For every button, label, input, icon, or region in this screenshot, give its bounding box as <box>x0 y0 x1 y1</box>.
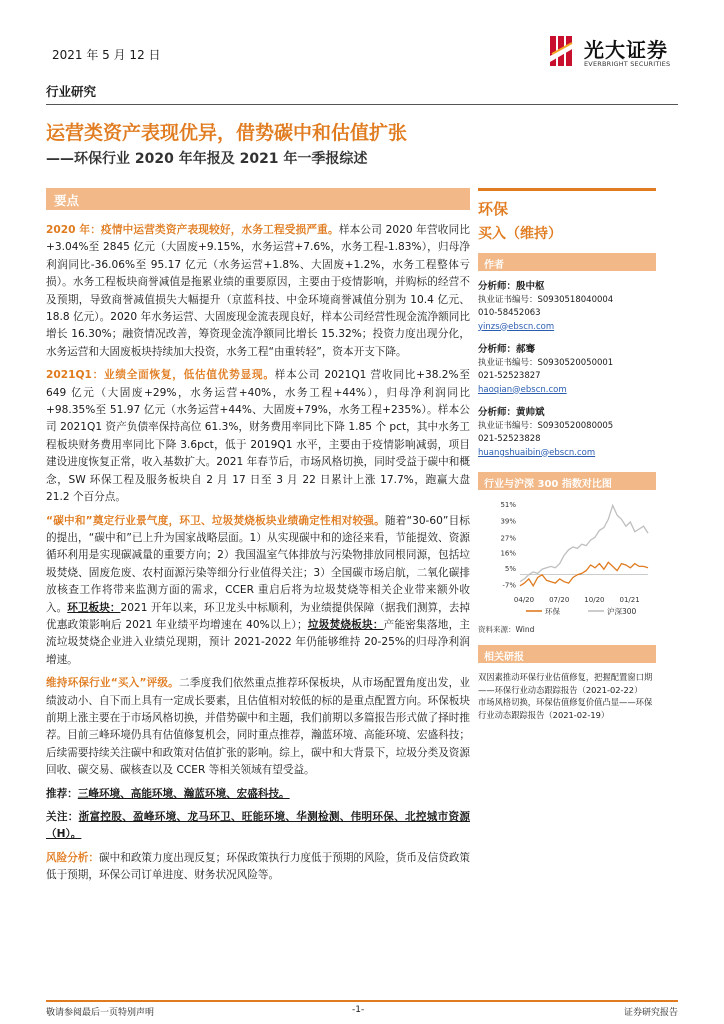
chart-header: 行业与沪深 300 指数对比图 <box>478 472 656 490</box>
risk-label: 风险分析： <box>46 851 100 864</box>
analyst-email-link[interactable]: yinzs@ebscn.com <box>478 321 555 332</box>
analyst-block <box>478 280 656 334</box>
main-body <box>46 222 470 891</box>
x-tick-label: 07/20 <box>549 596 570 604</box>
related-list <box>478 671 656 721</box>
analyst-name: 分析师：黄帅斌 <box>478 407 545 418</box>
y-tick-label: 5% <box>504 564 516 573</box>
analyst-phone: 021-52523827 <box>478 371 541 381</box>
industry-rating: 买入（维持） <box>478 226 562 242</box>
body-carbon-2: 2021 开年以来，环卫龙头中标顺利，为业绩提供保障（据我们测算，去掉优惠政策影响后 2021 年业绩平均增速在 40%以上）； <box>46 601 471 631</box>
footer-rule <box>46 1000 678 1002</box>
recommend-value: 三峰环境、高能环境、瀚蓝环境、宏盛科技。 <box>77 787 290 800</box>
index-chart-svg <box>478 498 656 618</box>
footer-report-type: 证券研究报告 <box>623 1008 678 1018</box>
paragraph-carbon <box>46 513 470 670</box>
sidebar-top-rule <box>478 188 656 191</box>
series-line <box>520 505 648 581</box>
logo-text-cn: 光大证券 <box>584 38 668 62</box>
y-tick-label: 51% <box>500 501 516 509</box>
recommend-line <box>46 786 470 803</box>
body-carbon-3: 产能密集落地，主流垃圾焚烧企业进入业绩兑现期，预计 2021-2022 年仍能够维持 20-25%的归母净利润增速。 <box>46 618 471 666</box>
attention-label: 关注： <box>46 811 79 823</box>
attention-line <box>46 809 470 844</box>
analyst-email-link[interactable]: haoqian@ebscn.com <box>478 384 567 395</box>
lead-2020: 2020 年：疫情中运营类资产表现较好，水务工程受损严重。 <box>46 224 339 236</box>
index-chart <box>478 498 656 618</box>
attention-value: 浙富控股、盈峰环境、龙马环卫、旺能环境、华测检测、伟明环保、北控城市资源（H）。 <box>46 811 470 841</box>
y-tick-label: -7% <box>502 581 516 590</box>
analyst-email-link[interactable]: huangshuaibin@ebscn.com <box>478 447 596 458</box>
brand-logo <box>548 34 688 72</box>
body-carbon-1: 随着“30-60”目标的提出，“碳中和”已上升为国家战略层面。1）从实现碳中和的途径来看，节能提效、资源循环利用是实现碳减量的重要方向；2）我国温室气体排放与污染物排放同根同源，包括垃圾焚烧、固废危废、农村面源污染等细分行业值得关注；3）全国碳市场启航，二氧化碳排放核查工作将带来监测方面的需求，CCER 重启后将为垃圾焚烧等相关企业带来额外收入。 <box>46 514 470 614</box>
report-subtitle: ——环保行业 2020 年年报及 2021 年一季报综述 <box>46 151 368 167</box>
analyst-license: 执业证书编号：S0930520080005 <box>478 420 614 431</box>
report-date: 2021 年 5 月 12 日 <box>52 48 161 62</box>
industry-name: 环保 <box>478 200 509 218</box>
y-tick-label: 16% <box>500 549 516 558</box>
sanitation-label: 环卫板块： <box>67 601 121 614</box>
body-2020: 样本公司 2020 年营收同比+3.04%至 2845 亿元（大固废+9.15%，水务运营+7.6%，水务工程-1.83%），归母净利润同比-36.06%至 95.17 亿元（水务运营+1.8%、大固废+1.2%，水务工程整体亏损）。水务工程板块商誉减值是拖累业绩的重要原因，主要由于疫情影响，并购标的经营不及预期，导致商誉减值损失大幅提升（京蓝科技、中金环境商誉减值分别为 10.4 亿元、18.8 亿元）。2020 年水务运营、大固废现金流表现良好，样本公司经营性现金流净额同比增长 16.30%；融资情况改善，筹资现金流净额同比增长 15.32%；投资力度出现分化，水务运营和大固废板块持续加大投资，水务工程“由重转轻”，资本开支下降。 <box>46 224 471 358</box>
analyst-block <box>478 406 656 460</box>
series-line <box>520 562 648 586</box>
keypoints-header <box>46 188 470 210</box>
risk-line <box>46 850 470 885</box>
recommend-label: 推荐： <box>46 787 78 800</box>
y-tick-label: 39% <box>500 517 516 526</box>
analyst-license: 执业证书编号：S0930520050001 <box>478 357 614 368</box>
analyst-license: 执业证书编号：S0930518040004 <box>478 294 614 305</box>
paragraph-rating <box>46 675 470 779</box>
sidebar <box>478 196 656 721</box>
analyst-phone: 021-52523828 <box>478 434 541 444</box>
analyst-block <box>478 343 656 397</box>
related-item[interactable]: 双因素推动环保行业估值修复，把握配置窗口期——环保行业动态跟踪报告（2021-02-22） <box>478 672 653 695</box>
paragraph-2021q1 <box>46 367 470 506</box>
header-divider <box>46 104 678 105</box>
legend-label: 沪深300 <box>607 607 637 616</box>
body-rating: 二季度我们依然重点推荐环保板块，从市场配置角度出发，业绩波动小、自下而上具有一定成长要素，且估值相对较低的标的是重点配置方向。环保板块前期上涨主要在于市场风格切换，并借势碳中和主题，我们前期以多篇报告形式做了择时推荐。目前三峰环境仍具有估值修复机会，同时重点推荐，瀚蓝环境、高能环境、宏盛科技；后续需要持续关注碳中和政策对估值扩张的影响。综上，碳中和大背景下，垃圾分类及资源回收、碳交易、碳核查以及 CCER 等相关领域有望受益。 <box>46 677 470 777</box>
x-tick-label: 10/20 <box>584 596 605 604</box>
paragraph-2020 <box>46 222 470 361</box>
risk-value: 碳中和政策力度出现反复；环保政策执行力度低于预期的风险，货币及信贷政策低于预期，环保公司订单进度、财务状况风险等。 <box>46 851 471 882</box>
body-2021q1: 样本公司 2021Q1 营收同比+38.2%至 649 亿元（大固废+29%，水务运营+40%，水务工程+44%），归母净利润同比+98.35%至 51.97 亿元（水务运营+44%、大固废+79%，水务工程+235%）。样本公司 2021Q1 资产负债率保持高位 61.3%，财务费用率同比下降 1.85 个 pct，其中水务工程板块财务费用率同比下降 3.6pct，低于 2019Q1 水平，主要由于疫情影响减弱，项目建设进度恢复正常，收入基数扩大。2021 年春节后，市场风格切换，同时受益于碳中和概念，SW 环保工程及服务板块自 2 月 17 日至 3 月 22 日累计上涨 17.7%，跑赢大盘 21.2 个百分点。 <box>46 369 470 504</box>
incineration-label: 垃圾焚烧板块： <box>307 618 384 631</box>
lead-carbon: “碳中和”奠定行业景气度，环卫、垃圾焚烧板块业绩确定性相对较强。 <box>46 514 385 527</box>
lead-2021q1: 2021Q1：业绩全面恢复，低估值优势显现。 <box>46 369 275 382</box>
chart-source: 资料来源：Wind <box>478 625 535 634</box>
analyst-name: 分析师：殷中枢 <box>478 281 545 292</box>
x-tick-label: 01/21 <box>619 596 640 604</box>
analyst-name: 分析师：郝骞 <box>478 344 536 355</box>
logo-text-en: EVERBRIGHT SECURITIES <box>584 60 671 68</box>
report-category: 行业研究 <box>46 84 97 99</box>
keypoints-label: 要点 <box>54 193 80 208</box>
related-item[interactable]: 市场风格切换，环保估值修复价值凸显——环保行业动态跟踪报告（2021-02-19） <box>478 697 653 720</box>
report-title: 运营类资产表现优异，借势碳中和估值扩张 <box>46 122 408 144</box>
related-header: 相关研报 <box>478 645 656 663</box>
lead-rating: 维持环保行业“买入”评级。 <box>46 677 179 690</box>
analyst-phone: 010-58452063 <box>478 308 541 318</box>
authors-header: 作者 <box>478 253 656 271</box>
footer-page-number: -1- <box>352 1005 365 1015</box>
footer-disclaimer: 敬请参阅最后一页特别声明 <box>46 1008 155 1018</box>
x-tick-label: 04/20 <box>513 596 535 604</box>
y-tick-label: 27% <box>500 534 516 543</box>
legend-label: 环保 <box>545 607 560 616</box>
everbright-logo-icon <box>548 34 578 68</box>
